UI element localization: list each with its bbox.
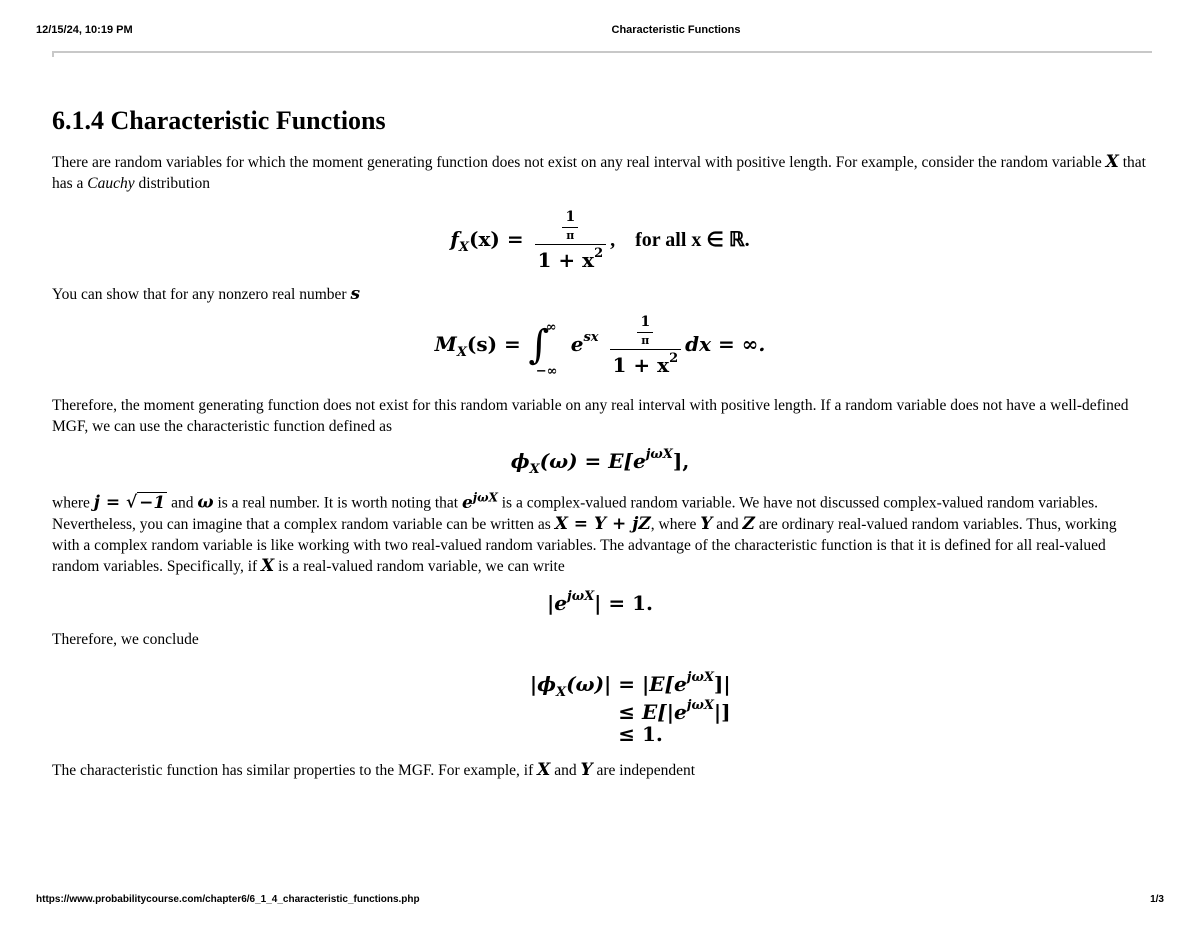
cauchy-term: Cauchy xyxy=(87,175,135,192)
eq-rhs: (ω) = E[e xyxy=(539,449,646,473)
print-page-title: Characteristic Functions xyxy=(611,24,741,36)
fraction xyxy=(610,315,682,376)
eq-den-text: 1 + x xyxy=(537,247,595,272)
paragraph-mgf-intro xyxy=(52,284,1148,305)
text-fragment: are ordinary real-valued random variables. Thus, working with a complex random variable is like working with two real-valued random variables. The advantage of the characteristic function is that it is defined for all real-valued random variables. Specifically, if xyxy=(52,515,1117,575)
text-fragment: and xyxy=(171,494,194,512)
text-fragment: and xyxy=(716,515,739,533)
eq-argument: (ω)| xyxy=(566,671,612,696)
paragraph-complex-discussion xyxy=(52,487,1148,577)
eq-superscript: 2 xyxy=(594,245,604,261)
equation-cf-bound xyxy=(52,664,1148,752)
eq-den-text: 1 + x xyxy=(612,352,670,377)
text-fragment: that has a xyxy=(52,154,1146,192)
section-heading: 6.1.4 Characteristic Functions xyxy=(52,106,386,135)
print-timestamp: 12/15/24, 10:19 PM xyxy=(36,24,133,36)
eq-subscript: X xyxy=(555,684,567,700)
inner-fraction xyxy=(562,210,578,242)
eq-rhs: ≤ E[|e xyxy=(618,699,687,724)
eq-close: ]| xyxy=(713,671,731,696)
eq-tail: dx = ∞. xyxy=(685,331,766,356)
aligned-row-3 xyxy=(529,720,730,748)
math-exponent: jωX xyxy=(472,490,498,504)
eq-superscript: jωX xyxy=(645,447,673,462)
eq-tail: , for all x ∈ ℝ. xyxy=(610,228,750,251)
text-fragment: is a complex-valued random variable. We have not discussed complex-valued random variables. Nevertheless, you can imagine that a complex random variable can be written as xyxy=(52,494,1099,533)
math-var-z: Z xyxy=(742,513,755,534)
article-body xyxy=(52,104,1148,781)
math-j-lhs: j = xyxy=(93,492,126,513)
inner-fraction xyxy=(637,315,653,347)
eq-symbol: ϕ xyxy=(510,449,530,473)
eq-superscript: jωX xyxy=(686,669,714,685)
integral-sign: ∫ ∞ −∞ xyxy=(528,320,558,380)
equation-cauchy-pdf xyxy=(52,210,1148,278)
text-fragment: is a real number. It is worth noting that xyxy=(217,494,459,512)
math-var-x: X xyxy=(1105,152,1119,172)
text-fragment: , where xyxy=(650,515,697,533)
aligned-row-1 xyxy=(529,664,731,700)
equation-unit-modulus xyxy=(52,589,1148,623)
eq-superscript: jωX xyxy=(566,588,595,604)
math-var-omega: ω xyxy=(197,492,214,513)
eq-subscript: X xyxy=(458,239,469,255)
text-fragment: There are random variables for which the moment generating function does not exist on any real interval with positive length. For example, consider the random variable xyxy=(52,154,1102,171)
eq-subscript: X xyxy=(456,344,467,360)
paragraph-properties xyxy=(52,760,1148,781)
text-fragment: are independent xyxy=(596,761,696,779)
eq-superscript: 2 xyxy=(669,350,679,366)
eq-close: |] xyxy=(713,699,731,724)
fraction-numerator xyxy=(535,210,607,245)
eq-superscript: sx xyxy=(583,329,599,345)
aligned-row-2 xyxy=(529,692,731,724)
inner-denominator: π xyxy=(641,333,650,347)
inner-denominator: π xyxy=(566,228,575,242)
eq-symbol: |ϕ xyxy=(529,671,556,696)
inner-numerator: 1 xyxy=(637,315,653,333)
eq-subscript: X xyxy=(529,462,540,477)
inner-numerator: 1 xyxy=(562,210,578,228)
math-e: e xyxy=(461,492,473,513)
math-j-definition xyxy=(94,492,168,513)
text-fragment: The characteristic function has similar properties to the MGF. For example, if xyxy=(52,761,534,779)
eq-symbol: M xyxy=(434,331,457,356)
eq-argument: (s) = xyxy=(466,331,528,356)
fraction-numerator xyxy=(610,315,682,350)
eq-rhs: ≤ 1. xyxy=(618,721,663,746)
paragraph-intro xyxy=(52,152,1148,194)
math-var-x: X xyxy=(261,555,275,576)
fraction xyxy=(535,210,607,271)
math-complex-eq: X = Y + jZ xyxy=(554,513,651,534)
text-fragment: You can show that for any nonzero real number xyxy=(52,286,347,303)
math-var-s: s xyxy=(350,284,361,304)
header-divider-tick xyxy=(52,51,54,57)
print-page-number: 1/3 xyxy=(1150,894,1164,905)
integral-upper-limit: ∞ xyxy=(545,320,557,336)
text-fragment: Therefore, the moment generating function does not exist for this random variable on any real interval with positive length. If a random variable does not have a well-defined MGF, we can use the characteristic function defined as xyxy=(52,397,1129,435)
text-fragment: Therefore, we conclude xyxy=(52,630,199,648)
eq-rhs: | = 1. xyxy=(594,590,653,615)
eq-rhs: = |E[e xyxy=(618,671,687,696)
sqrt-sign: √ xyxy=(125,492,138,513)
equation-mgf-integral xyxy=(52,315,1148,387)
paragraph-cf-definition xyxy=(52,395,1148,437)
eq-superscript: jωX xyxy=(686,697,714,713)
header-divider xyxy=(52,51,1152,53)
text-fragment: is a real-valued random variable, we can write xyxy=(278,557,565,575)
print-url: https://www.probabilitycourse.com/chapter6/6_1_4_characteristic_functions.php xyxy=(36,894,420,905)
text-fragment: distribution xyxy=(138,175,211,192)
math-var-y: Y xyxy=(700,513,713,534)
eq-exponential: e xyxy=(570,331,584,356)
fraction-denominator xyxy=(610,350,682,376)
text-fragment: and xyxy=(554,761,577,779)
equation-cf-definition xyxy=(52,447,1148,483)
text-fragment: where xyxy=(52,494,90,512)
sqrt-radicand: −1 xyxy=(139,492,166,513)
math-ejwx xyxy=(461,490,498,513)
eq-lhs: |e xyxy=(546,590,567,615)
integral-lower-limit: −∞ xyxy=(535,364,558,380)
eq-argument: (x) = xyxy=(469,226,531,251)
math-var-x: X xyxy=(537,759,551,780)
eq-close: ], xyxy=(672,449,690,473)
aligned-block xyxy=(529,664,730,748)
eq-symbol: f xyxy=(450,226,459,251)
paragraph-conclude xyxy=(52,629,1148,650)
math-var-y: Y xyxy=(580,759,593,780)
fraction-denominator xyxy=(535,245,607,271)
